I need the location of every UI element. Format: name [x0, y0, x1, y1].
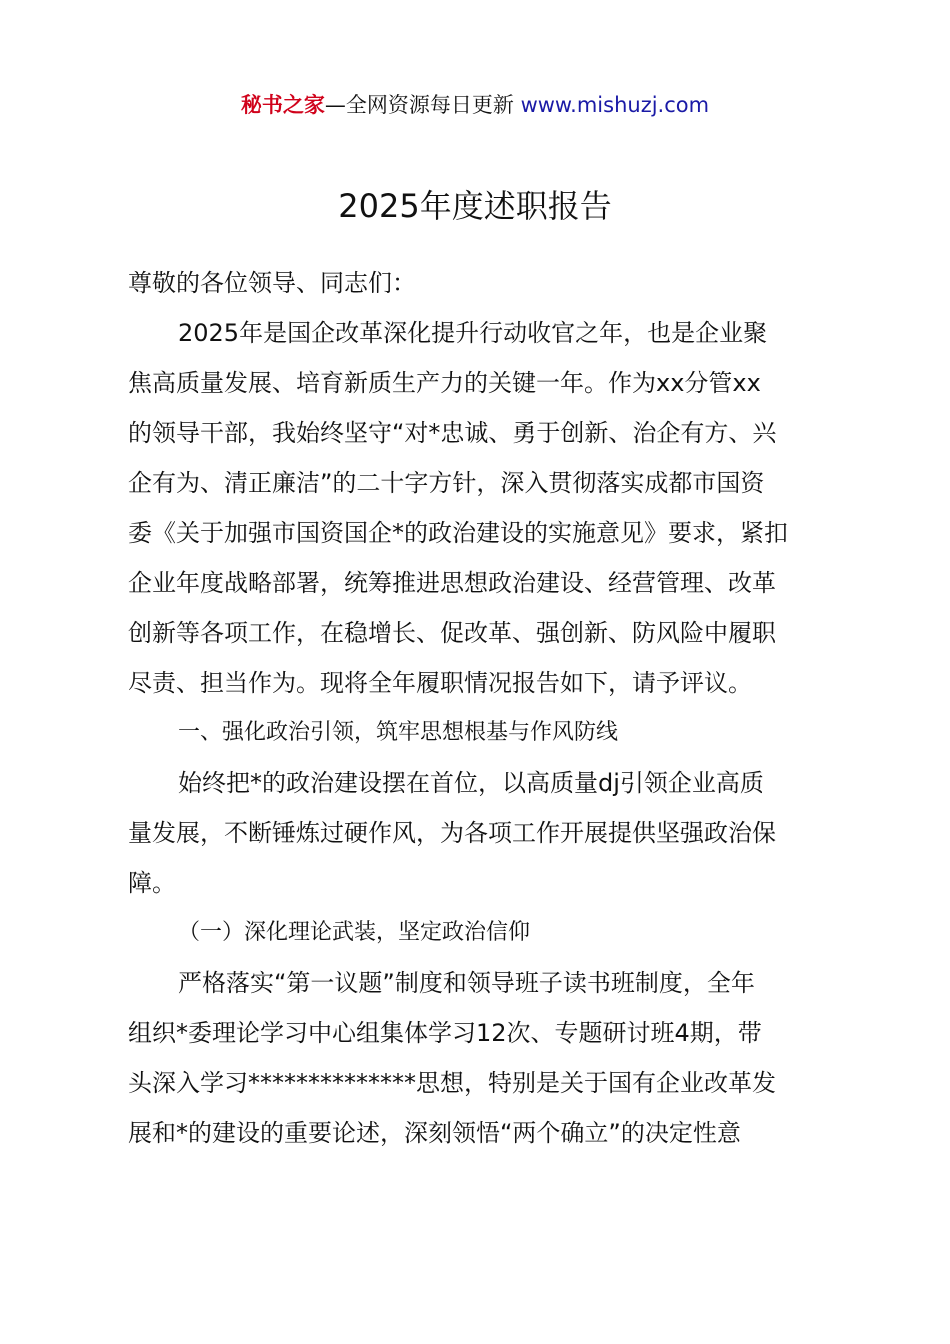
- body-line: 企有为、清正廉洁”的二十字方针，深入贯彻落实成都市国资: [128, 469, 765, 497]
- site-brand: 秘书之家: [240, 93, 325, 117]
- body-line: 组织*委理论学习中心组集体学习12次、专题研讨班4期，带: [128, 1019, 762, 1047]
- body-line: 创新等各项工作，在稳增长、促改革、强创新、防风险中履职: [128, 619, 776, 647]
- site-tagline: —全网资源每日更新: [324, 93, 521, 117]
- salutation-line: 尊敬的各位领导、同志们：: [128, 269, 416, 297]
- body-line: 展和*的建设的重要论述，深刻领悟“两个确立”的决定性意: [128, 1119, 741, 1147]
- body-line: 始终把*的政治建设摆在首位，以高质量dj引领企业高质: [178, 769, 764, 797]
- site-url[interactable]: www.mishuzj.com: [520, 93, 710, 117]
- body-line: 委《关于加强市国资国企*的政治建设的实施意见》要求，紧扣: [128, 519, 788, 547]
- site-header: [0, 90, 950, 120]
- body-line: 焦高质量发展、培育新质生产力的关键一年。作为xx分管xx: [128, 369, 761, 397]
- body-line: 尽责、担当作为。现将全年履职情况报告如下，请予评议。: [128, 669, 752, 697]
- body-line: 头深入学习**************思想，特别是关于国有企业改革发: [128, 1069, 776, 1097]
- body-line: 企业年度战略部署，统筹推进思想政治建设、经营管理、改革: [128, 569, 776, 597]
- document-body: [128, 258, 838, 1158]
- body-line: 严格落实“第一议题”制度和领导班子读书班制度，全年: [178, 969, 755, 997]
- body-line: 障。: [128, 869, 176, 897]
- body-line: 2025年是国企改革深化提升行动收官之年，也是企业聚: [178, 319, 768, 347]
- section-heading: 一、强化政治引领，筑牢思想根基与作风防线: [178, 720, 619, 745]
- subsection-heading: （一）深化理论武装，坚定政治信仰: [178, 920, 531, 945]
- body-line: 的领导干部，我始终坚守“对*忠诚、勇于创新、治企有方、兴: [128, 419, 777, 447]
- body-line: 量发展，不断锤炼过硬作风，为各项工作开展提供坚强政治保: [128, 819, 776, 847]
- document-title: 2025年度述职报告: [338, 187, 612, 225]
